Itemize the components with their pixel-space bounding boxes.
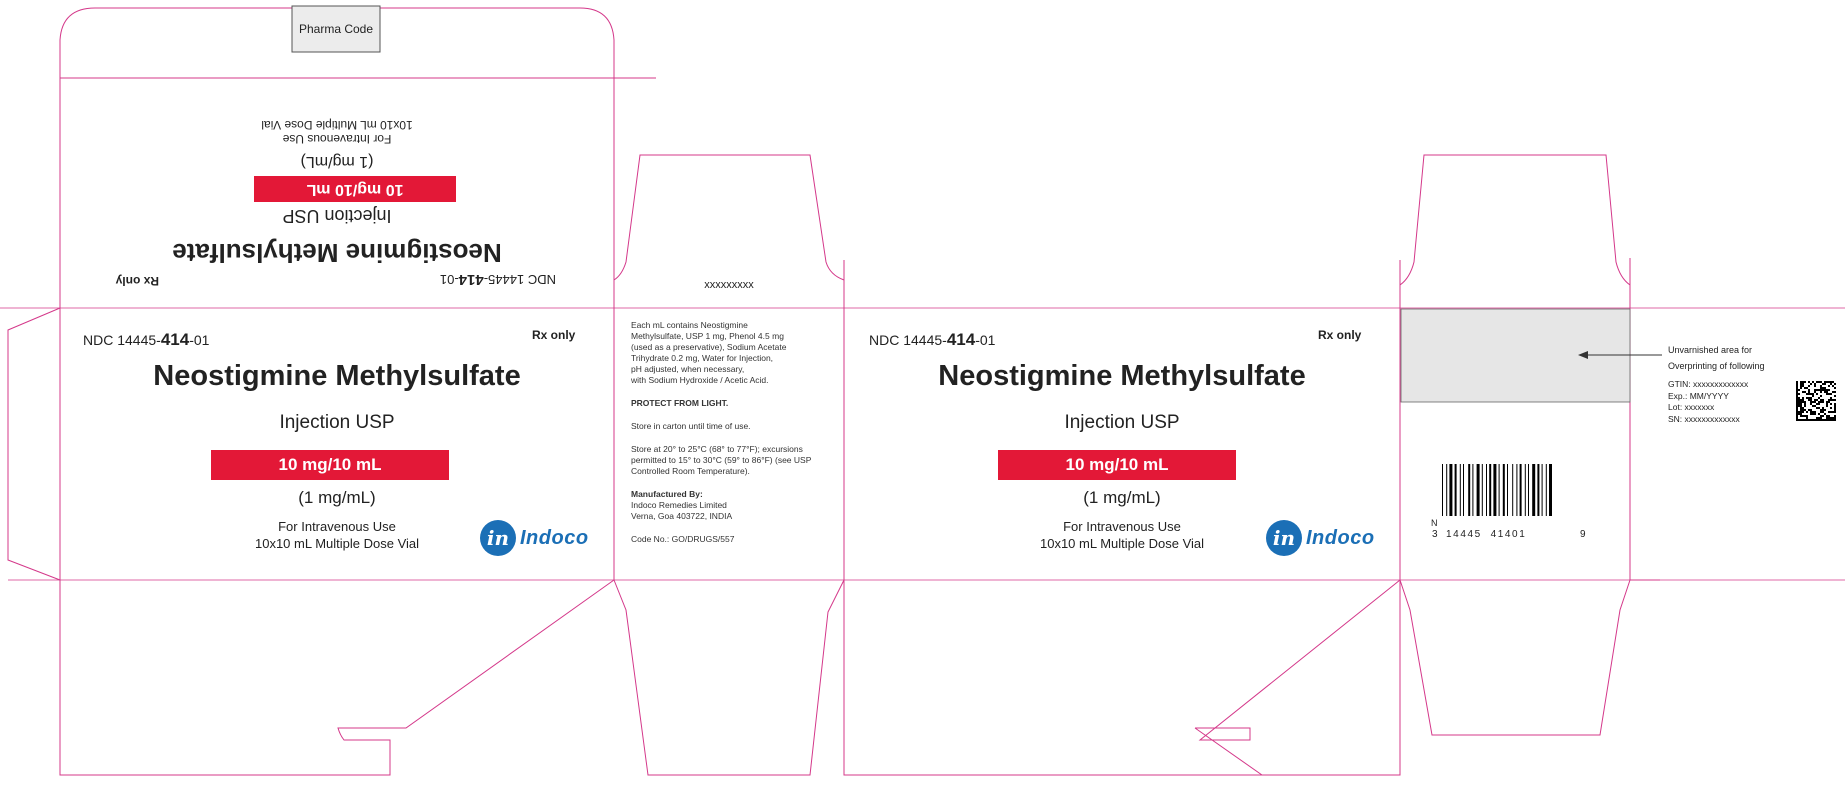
pharma-code-label: Pharma Code xyxy=(298,22,374,36)
datamatrix-module xyxy=(1806,397,1808,399)
ndc-prefix: NDC 14445- xyxy=(869,332,947,348)
datamatrix-module xyxy=(1798,413,1800,415)
datamatrix-module xyxy=(1828,411,1830,413)
datamatrix-module xyxy=(1802,397,1804,399)
datamatrix-module xyxy=(1808,397,1810,399)
datamatrix-module xyxy=(1802,391,1804,393)
datamatrix-module xyxy=(1816,407,1818,409)
datamatrix-module xyxy=(1822,411,1824,413)
datamatrix-module xyxy=(1814,411,1816,413)
datamatrix-module xyxy=(1796,399,1798,401)
datamatrix-module xyxy=(1810,413,1812,415)
datamatrix-module xyxy=(1834,387,1836,389)
datamatrix-module xyxy=(1798,405,1800,407)
datamatrix-module xyxy=(1814,405,1816,407)
overprint-fields xyxy=(1668,379,1748,425)
ndc-suffix: -01 xyxy=(439,272,459,287)
datamatrix-module xyxy=(1808,399,1810,401)
datamatrix-module xyxy=(1828,415,1830,417)
datamatrix-module xyxy=(1824,387,1826,389)
datamatrix-module xyxy=(1798,419,1800,421)
datamatrix-module xyxy=(1812,395,1814,397)
indoco-logo xyxy=(1266,520,1375,556)
datamatrix-module xyxy=(1810,393,1812,395)
datamatrix-module xyxy=(1820,395,1822,397)
inverted-pack: 10x10 mL Multiple Dose Vial xyxy=(261,118,413,132)
strength-band: 10 mg/10 mL xyxy=(998,450,1236,480)
datamatrix-module xyxy=(1802,409,1804,411)
inverted-top-panel xyxy=(60,78,614,306)
datamatrix-module xyxy=(1816,381,1818,383)
datamatrix-module xyxy=(1820,401,1822,403)
datamatrix-module xyxy=(1828,417,1830,419)
datamatrix-module xyxy=(1834,407,1836,409)
datamatrix-module xyxy=(1796,401,1798,403)
barcode-top-left: N xyxy=(1431,518,1438,528)
datamatrix-module xyxy=(1810,403,1812,405)
datamatrix-module xyxy=(1826,417,1828,419)
inverted-injection: Injection USP xyxy=(282,206,392,226)
datamatrix-module xyxy=(1830,381,1832,383)
barcode-bar xyxy=(1537,464,1539,516)
datamatrix-module xyxy=(1798,393,1800,395)
datamatrix-module xyxy=(1824,383,1826,385)
front-panel-left xyxy=(60,308,614,580)
datamatrix-module xyxy=(1802,383,1804,385)
datamatrix-module xyxy=(1826,393,1828,395)
datamatrix-module xyxy=(1820,381,1822,383)
pack-size: 10x10 mL Multiple Dose Vial xyxy=(1039,536,1205,551)
product-name: Neostigmine Methylsulfate xyxy=(153,360,521,392)
datamatrix-module xyxy=(1828,385,1830,387)
ndc-suffix: -01 xyxy=(189,332,210,348)
datamatrix-module xyxy=(1818,389,1820,391)
datamatrix-module xyxy=(1814,391,1816,393)
datamatrix-module xyxy=(1796,387,1798,389)
datamatrix-module xyxy=(1810,419,1812,421)
datamatrix-module xyxy=(1818,417,1820,419)
datamatrix-module xyxy=(1830,417,1832,419)
datamatrix-module xyxy=(1828,389,1830,391)
datamatrix-module xyxy=(1804,403,1806,405)
concentration: (1 mg/mL) xyxy=(1083,488,1161,507)
datamatrix-module xyxy=(1802,401,1804,403)
exp-field: Exp.: MM/YYYY xyxy=(1668,390,1729,401)
injection-usp: Injection USP xyxy=(1064,412,1180,433)
datamatrix-module xyxy=(1800,407,1802,409)
datamatrix-module xyxy=(1832,381,1834,383)
datamatrix-module xyxy=(1814,401,1816,403)
datamatrix-module xyxy=(1808,393,1810,395)
datamatrix-module xyxy=(1802,415,1804,417)
datamatrix-module xyxy=(1800,381,1802,383)
datamatrix-module xyxy=(1804,409,1806,411)
barcode-bar xyxy=(1460,464,1461,516)
datamatrix-module xyxy=(1810,411,1812,413)
datamatrix-module xyxy=(1814,399,1816,401)
barcode-bar xyxy=(1542,464,1543,516)
datamatrix-module xyxy=(1802,411,1804,413)
datamatrix-module xyxy=(1802,381,1804,383)
barcode-bar xyxy=(1499,464,1500,516)
sn-field: SN: xxxxxxxxxxxxx xyxy=(1668,413,1740,424)
inverted-ndc xyxy=(440,271,556,288)
datamatrix-module xyxy=(1832,419,1834,421)
front-panel-right xyxy=(844,308,1400,580)
datamatrix-module xyxy=(1796,419,1798,421)
datamatrix-module xyxy=(1808,389,1810,391)
datamatrix-module xyxy=(1798,411,1800,413)
datamatrix-module xyxy=(1820,419,1822,421)
datamatrix-module xyxy=(1796,383,1798,385)
datamatrix-module xyxy=(1832,399,1834,401)
barcode-check-digit: 9 xyxy=(1580,529,1586,540)
datamatrix-module xyxy=(1832,391,1834,393)
datamatrix-module xyxy=(1798,397,1800,399)
datamatrix-module xyxy=(1830,393,1832,395)
barcode xyxy=(1440,464,1585,516)
datamatrix-module xyxy=(1804,419,1806,421)
datamatrix-module xyxy=(1796,405,1798,407)
datamatrix-module xyxy=(1822,387,1824,389)
datamatrix-module xyxy=(1796,397,1798,399)
barcode-left-digit: 3 xyxy=(1432,529,1438,540)
rx-only: Rx only xyxy=(1318,328,1362,342)
datamatrix-module xyxy=(1796,411,1798,413)
datamatrix-module xyxy=(1812,401,1814,403)
datamatrix-module xyxy=(1826,401,1828,403)
datamatrix-module xyxy=(1810,401,1812,403)
barcode-bar xyxy=(1546,464,1547,516)
inverted-route: For Intravenous Use xyxy=(282,132,392,146)
manufactured-by: Manufactured By: xyxy=(631,489,703,499)
datamatrix-module xyxy=(1812,381,1814,383)
datamatrix-module xyxy=(1810,397,1812,399)
datamatrix-module xyxy=(1828,419,1830,421)
datamatrix-module xyxy=(1826,415,1828,417)
ndc-number: 414 xyxy=(458,271,484,288)
datamatrix-module xyxy=(1798,399,1800,401)
manufacturer-name: Indoco Remedies Limited xyxy=(631,500,727,510)
inverted-product-name: Neostigmine Methylsulfate xyxy=(172,238,502,268)
datamatrix-module xyxy=(1828,399,1830,401)
datamatrix-module xyxy=(1816,419,1818,421)
datamatrix-module xyxy=(1814,413,1816,415)
datamatrix-module xyxy=(1826,389,1828,391)
barcode-bar xyxy=(1472,464,1473,516)
datamatrix-module xyxy=(1818,401,1820,403)
datamatrix-module xyxy=(1820,385,1822,387)
gtin-field: GTIN: xxxxxxxxxxxxx xyxy=(1668,379,1749,389)
pack-size: 10x10 mL Multiple Dose Vial xyxy=(254,536,420,551)
datamatrix-module xyxy=(1834,409,1836,411)
datamatrix-module xyxy=(1800,419,1802,421)
datamatrix-module xyxy=(1822,389,1824,391)
inverted-concentration: (1 mg/mL) xyxy=(300,153,374,170)
inverted-rx-only: Rx only xyxy=(115,274,159,288)
datamatrix-module xyxy=(1800,399,1802,401)
indoco-logo-icon: in xyxy=(480,520,516,556)
datamatrix-module xyxy=(1830,411,1832,413)
datamatrix-module xyxy=(1804,387,1806,389)
route: For Intravenous Use xyxy=(1063,519,1181,534)
datamatrix-module xyxy=(1804,381,1806,383)
barcode-bar xyxy=(1489,464,1491,516)
datamatrix-module xyxy=(1824,389,1826,391)
manufacturer-address: Verna, Goa 403722, INDIA xyxy=(631,511,733,521)
datamatrix-module xyxy=(1832,385,1834,387)
datamatrix-module xyxy=(1814,383,1816,385)
datamatrix-module xyxy=(1796,407,1798,409)
store-carton: Store in carton until time of use. xyxy=(631,421,751,431)
barcode-bar xyxy=(1477,464,1480,516)
datamatrix-module xyxy=(1812,419,1814,421)
datamatrix-module xyxy=(1814,389,1816,391)
barcode-bar xyxy=(1455,464,1457,516)
datamatrix-module xyxy=(1826,391,1828,393)
datamatrix-module xyxy=(1830,397,1832,399)
datamatrix-module xyxy=(1802,385,1804,387)
datamatrix-module xyxy=(1798,389,1800,391)
barcode-bar xyxy=(1512,464,1513,516)
datamatrix-module xyxy=(1822,409,1824,411)
ndc-code xyxy=(83,330,209,350)
datamatrix-module xyxy=(1810,383,1812,385)
ndc-suffix: -01 xyxy=(975,332,996,348)
datamatrix-module xyxy=(1796,385,1798,387)
datamatrix-module xyxy=(1816,417,1818,419)
datamatrix-module xyxy=(1814,385,1816,387)
indoco-logo-text: Indoco xyxy=(520,526,589,549)
indoco-logo-text: Indoco xyxy=(1306,526,1375,549)
datamatrix-module xyxy=(1796,381,1798,383)
ndc-number: 414 xyxy=(160,330,190,349)
inverted-strength-band: 10 mg/10 mL xyxy=(254,176,456,202)
datamatrix-module xyxy=(1834,399,1836,401)
datamatrix-module xyxy=(1796,391,1798,393)
datamatrix-module xyxy=(1800,387,1802,389)
datamatrix-module xyxy=(1824,413,1826,415)
datamatrix-module xyxy=(1808,381,1810,383)
ndc-number: 414 xyxy=(946,330,976,349)
datamatrix-module xyxy=(1824,391,1826,393)
composition-text: Each mL contains Neostigmine Methylsulfate, USP 1 mg, Phenol 4.5 mg (used as a preservative), Sodium Acetate Trihydrate 0.2 mg, Water for Injection, pH adjusted, when necessary, with Sodium Hydroxide / Acetic Acid. xyxy=(631,320,787,385)
tuck-code: xxxxxxxxx xyxy=(704,279,754,291)
datamatrix-module xyxy=(1796,413,1798,415)
datamatrix-module xyxy=(1830,403,1832,405)
datamatrix-module xyxy=(1826,419,1828,421)
datamatrix-module xyxy=(1796,409,1798,411)
datamatrix-module xyxy=(1822,407,1824,409)
datamatrix-module xyxy=(1830,419,1832,421)
datamatrix-module xyxy=(1828,401,1830,403)
datamatrix-module xyxy=(1796,389,1798,391)
datamatrix-module xyxy=(1818,403,1820,405)
datamatrix-module xyxy=(1806,411,1808,413)
datamatrix-module xyxy=(1802,407,1804,409)
code-number: Code No.: GO/DRUGS/557 xyxy=(631,534,735,544)
datamatrix-module xyxy=(1826,381,1828,383)
datamatrix-module xyxy=(1800,403,1802,405)
strength-band: 10 mg/10 mL xyxy=(211,450,449,480)
datamatrix-module xyxy=(1834,405,1836,407)
datamatrix-module xyxy=(1818,419,1820,421)
datamatrix-module xyxy=(1826,403,1828,405)
datamatrix-code xyxy=(1796,381,1836,421)
datamatrix-module xyxy=(1816,393,1818,395)
barcode-bar xyxy=(1449,464,1452,516)
rx-only: Rx only xyxy=(532,328,576,342)
datamatrix-module xyxy=(1818,413,1820,415)
datamatrix-module xyxy=(1808,409,1810,411)
datamatrix-module xyxy=(1800,401,1802,403)
datamatrix-module xyxy=(1824,409,1826,411)
datamatrix-module xyxy=(1820,391,1822,393)
barcode-bar xyxy=(1549,464,1552,516)
datamatrix-module xyxy=(1800,411,1802,413)
datamatrix-module xyxy=(1834,419,1836,421)
datamatrix-module xyxy=(1834,391,1836,393)
datamatrix-module xyxy=(1806,417,1808,419)
datamatrix-module xyxy=(1798,403,1800,405)
datamatrix-module xyxy=(1822,383,1824,385)
product-name: Neostigmine Methylsulfate xyxy=(938,360,1306,392)
datamatrix-module xyxy=(1804,405,1806,407)
datamatrix-module xyxy=(1814,419,1816,421)
datamatrix-module xyxy=(1822,401,1824,403)
datamatrix-module xyxy=(1796,415,1798,417)
barcode-bar xyxy=(1507,464,1508,516)
datamatrix-module xyxy=(1808,419,1810,421)
barcode-bar xyxy=(1520,464,1522,516)
datamatrix-module xyxy=(1830,399,1832,401)
datamatrix-module xyxy=(1800,415,1802,417)
datamatrix-module xyxy=(1806,415,1808,417)
datamatrix-module xyxy=(1796,403,1798,405)
datamatrix-module xyxy=(1800,383,1802,385)
ndc-prefix: NDC 14445- xyxy=(483,272,556,287)
datamatrix-module xyxy=(1816,403,1818,405)
datamatrix-module xyxy=(1826,405,1828,407)
datamatrix-module xyxy=(1810,399,1812,401)
protect-from-light: PROTECT FROM LIGHT. xyxy=(631,398,729,408)
datamatrix-module xyxy=(1824,419,1826,421)
ndc-code xyxy=(869,330,995,350)
datamatrix-module xyxy=(1832,417,1834,419)
concentration: (1 mg/mL) xyxy=(298,488,376,507)
barcode-digits: 14445 41401 xyxy=(1446,529,1527,540)
datamatrix-module xyxy=(1820,415,1822,417)
barcode-bar xyxy=(1468,464,1470,516)
datamatrix-module xyxy=(1808,391,1810,393)
datamatrix-module xyxy=(1834,403,1836,405)
datamatrix-module xyxy=(1796,417,1798,419)
datamatrix-module xyxy=(1804,415,1806,417)
unvarnished-note: Unvarnished area for Overprinting of following xyxy=(1668,345,1765,371)
datamatrix-module xyxy=(1816,389,1818,391)
datamatrix-module xyxy=(1796,393,1798,395)
datamatrix-module xyxy=(1832,411,1834,413)
datamatrix-module xyxy=(1820,399,1822,401)
barcode-bar xyxy=(1525,464,1526,516)
datamatrix-module xyxy=(1820,389,1822,391)
datamatrix-module xyxy=(1812,413,1814,415)
datamatrix-module xyxy=(1818,381,1820,383)
barcode-bar xyxy=(1446,464,1447,516)
datamatrix-module xyxy=(1804,391,1806,393)
barcode-bar xyxy=(1486,464,1487,516)
datamatrix-module xyxy=(1834,383,1836,385)
datamatrix-module xyxy=(1820,417,1822,419)
datamatrix-module xyxy=(1798,401,1800,403)
datamatrix-module xyxy=(1806,387,1808,389)
datamatrix-module xyxy=(1812,411,1814,413)
indoco-logo-icon: in xyxy=(1266,520,1302,556)
side-info-panel xyxy=(631,320,836,545)
datamatrix-module xyxy=(1834,417,1836,419)
barcode-bar xyxy=(1442,464,1443,516)
store-temperature: Store at 20° to 25°C (68° to 77°F); excursions permitted to 15° to 30°C (59° to 86°F) (see USP Controlled Room Temperature). xyxy=(631,444,812,476)
datamatrix-module xyxy=(1800,385,1802,387)
datamatrix-module xyxy=(1812,393,1814,395)
datamatrix-module xyxy=(1796,395,1798,397)
datamatrix-module xyxy=(1820,411,1822,413)
datamatrix-module xyxy=(1822,399,1824,401)
indoco-logo xyxy=(480,520,589,556)
datamatrix-module xyxy=(1818,407,1820,409)
datamatrix-module xyxy=(1828,381,1830,383)
barcode-bar xyxy=(1516,464,1517,516)
datamatrix-module xyxy=(1822,419,1824,421)
datamatrix-module xyxy=(1806,393,1808,395)
datamatrix-module xyxy=(1830,383,1832,385)
barcode-bar xyxy=(1528,464,1529,516)
datamatrix-module xyxy=(1834,411,1836,413)
datamatrix-module xyxy=(1824,381,1826,383)
datamatrix-module xyxy=(1834,415,1836,417)
datamatrix-module xyxy=(1822,415,1824,417)
datamatrix-module xyxy=(1802,399,1804,401)
datamatrix-module xyxy=(1834,395,1836,397)
barcode-bar xyxy=(1493,464,1496,516)
datamatrix-module xyxy=(1800,413,1802,415)
lot-field: Lot: xxxxxxx xyxy=(1668,402,1715,412)
datamatrix-module xyxy=(1820,387,1822,389)
ndc-prefix: NDC 14445- xyxy=(83,332,161,348)
datamatrix-module xyxy=(1800,409,1802,411)
route: For Intravenous Use xyxy=(278,519,396,534)
datamatrix-module xyxy=(1810,409,1812,411)
datamatrix-module xyxy=(1820,409,1822,411)
datamatrix-module xyxy=(1816,399,1818,401)
barcode-bar xyxy=(1532,464,1535,516)
datamatrix-module xyxy=(1818,397,1820,399)
datamatrix-module xyxy=(1812,405,1814,407)
datamatrix-module xyxy=(1800,405,1802,407)
datamatrix-module xyxy=(1830,407,1832,409)
datamatrix-module xyxy=(1828,393,1830,395)
datamatrix-module xyxy=(1808,385,1810,387)
barcode-bar xyxy=(1463,464,1464,516)
injection-usp: Injection USP xyxy=(279,412,395,433)
datamatrix-module xyxy=(1806,419,1808,421)
barcode-bar xyxy=(1482,464,1483,516)
datamatrix-module xyxy=(1804,401,1806,403)
datamatrix-module xyxy=(1802,419,1804,421)
barcode-bar xyxy=(1503,464,1505,516)
